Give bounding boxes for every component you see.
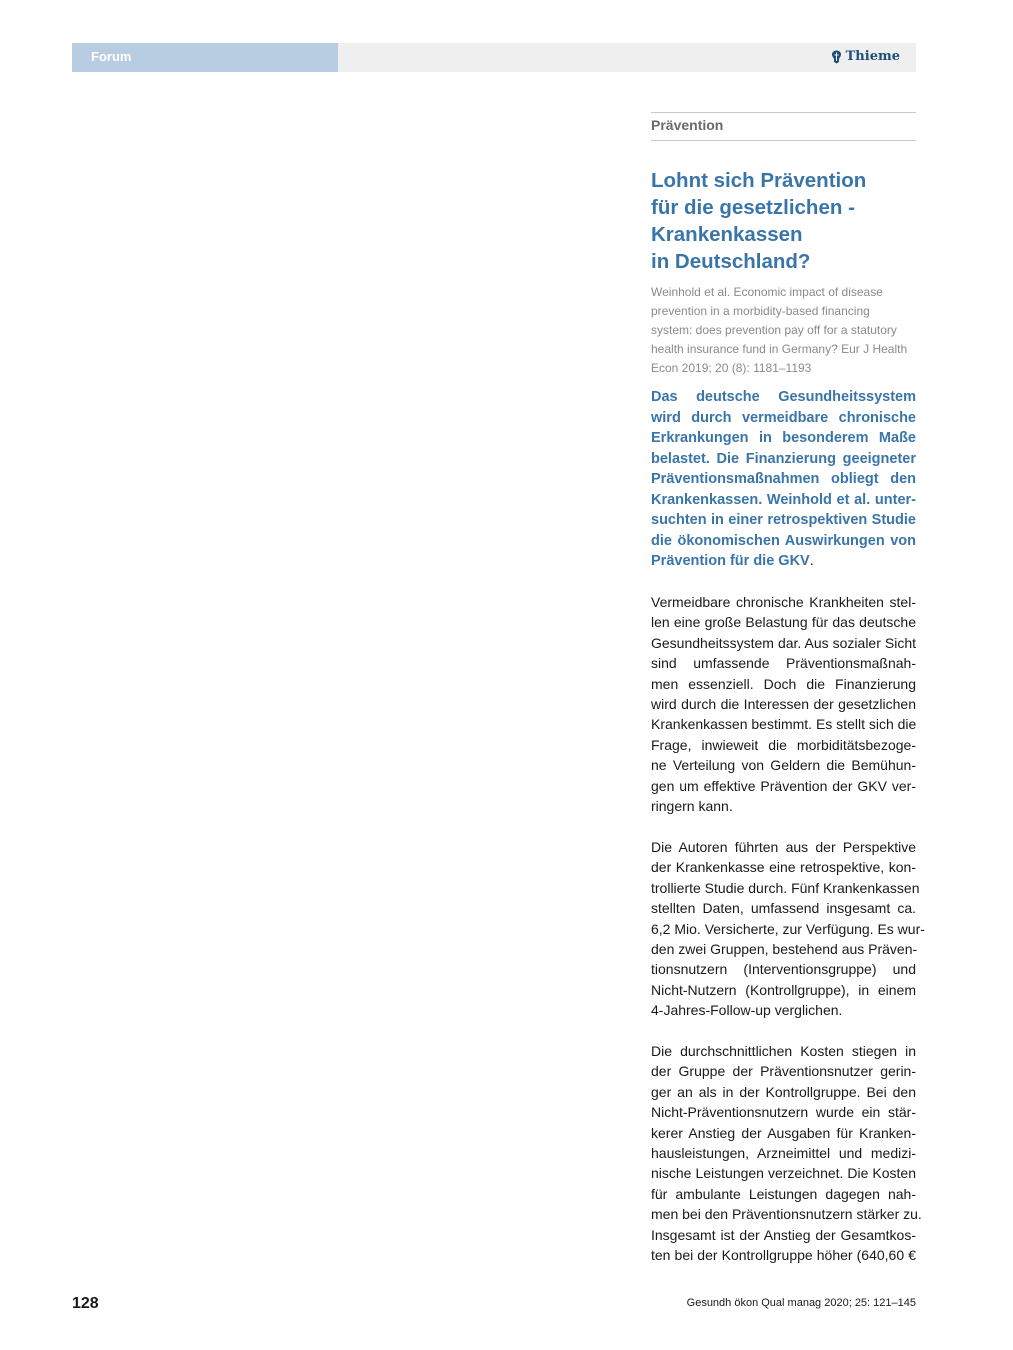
citation-line: Econ 2019; 20 (8): 1181–1193	[651, 361, 812, 375]
body-line: Die durchschnittlichen Kosten stiegen in	[651, 1043, 916, 1059]
citation-line: Weinhold et al. Economic impact of disease	[651, 285, 883, 299]
body-line: der Gruppe der Präventionsnutzer gerin-	[651, 1063, 916, 1080]
body-line: Frage, inwieweit die morbiditätsbezoge-	[651, 736, 916, 753]
body-line: Die Autoren führten aus der Perspektive	[651, 839, 916, 855]
thieme-logo-icon	[831, 50, 842, 64]
body-line: len eine große Belastung für das deutsche	[651, 614, 916, 631]
body-line: 4-Jahres-Follow-up verglichen.	[651, 1002, 843, 1019]
brand	[831, 49, 900, 64]
title-line: in Deutschland?	[651, 250, 811, 273]
article-citation	[651, 283, 916, 378]
lead-last-text: Prävention für die GKV	[651, 553, 810, 569]
body-line: trollierte Studie durch. Fünf Krankenkassen	[651, 879, 920, 896]
body-line: Krankenkassen bestimmt. Es stellt sich die	[651, 716, 917, 733]
body-line: Gesundheitssystem dar. Aus sozialer Sicht	[651, 634, 916, 651]
body-line: Insgesamt ist der Anstieg der Gesamtkos-	[651, 1226, 916, 1243]
title-line: für die gesetzlichen -	[651, 196, 855, 219]
article-title	[651, 167, 916, 275]
lead-line: Krankenkassen. Weinhold et al. unter-	[651, 491, 916, 508]
body-line: sind umfassende Präventionsmaßnah-	[651, 655, 916, 672]
header-section-bar	[72, 43, 338, 72]
body-line: ten bei der Kontrollgruppe höher (640,60 €	[651, 1247, 916, 1264]
body-line: ne Verteilung von Geldern die Bemühun-	[651, 757, 916, 774]
journal-reference: Gesundh ökon Qual manag 2020; 25: 121–145	[686, 1297, 916, 1309]
body-line: für ambulante Leistungen dagegen nah-	[651, 1185, 916, 1202]
body-paragraph-3	[651, 1041, 922, 1265]
body-line: Vermeidbare chronische Krankheiten stel-	[651, 594, 916, 610]
lead-line: Das deutsche Gesundheitssystem	[651, 389, 916, 405]
body-line: hausleistungen, Arzneimittel und medizi-	[651, 1145, 916, 1162]
body-line: tionsnutzern (Interventionsgruppe) und	[651, 961, 916, 978]
citation-line: system: does prevention pay off for a statutory	[651, 323, 897, 337]
body-line: gen um effektive Prävention der GKV ver-	[651, 777, 916, 794]
body-line: den zwei Gruppen, bestehend aus Präven-	[651, 941, 918, 958]
lead-line	[651, 551, 916, 572]
lead-end: .	[809, 553, 814, 569]
body-line: stellten Daten, umfassend insgesamt ca.	[651, 900, 916, 917]
lead-line: Präventionsmaßnahmen obliegt den	[651, 471, 916, 487]
brand-name: Thieme	[845, 49, 900, 64]
body-line: men essenziell. Doch die Finanzierung	[651, 675, 916, 692]
lead-line: belastet. Die Finanzierung geeigneter	[651, 450, 916, 467]
lead-paragraph	[651, 387, 916, 572]
body-line: Nicht-Nutzern (Kontrollgruppe), in einem	[651, 981, 916, 998]
body-line: kerer Anstieg der Ausgaben für Kranken-	[651, 1124, 916, 1141]
title-line: Lohnt sich Prävention	[651, 169, 867, 192]
article-category: Prävention	[651, 117, 724, 133]
body-line: der Krankenkasse eine retrospektive, kon-	[651, 859, 916, 876]
lead-line: wird durch vermeidbare chronische	[651, 409, 916, 426]
body-line: Nicht-Präventionsnutzern wurde ein stär-	[651, 1104, 916, 1121]
citation-line: prevention in a morbidity-based financing	[651, 304, 870, 318]
category-rule	[651, 140, 916, 141]
title-line: Krankenkassen	[651, 223, 803, 246]
lead-line: suchten in einer retrospektiven Studie	[651, 512, 916, 528]
page-number: 128	[72, 1295, 99, 1312]
body-line: ringern kann.	[651, 798, 733, 815]
body-line: ger an als in der Kontrollgruppe. Bei den	[651, 1083, 916, 1100]
body-paragraph-2	[651, 837, 925, 1021]
body-line: wird durch die Interessen der gesetzlichen	[651, 696, 916, 713]
body-line: men bei den Präventionsnutzern stärker zu.	[651, 1206, 922, 1223]
body-line: 6,2 Mio. Versicherte, zur Verfügung. Es wur-	[651, 920, 925, 937]
section-label: Forum	[91, 49, 132, 64]
top-rule	[651, 112, 916, 113]
body-paragraph-1	[651, 592, 916, 816]
body-line: nische Leistungen verzeichnet. Die Kosten	[651, 1165, 916, 1182]
lead-line: Erkrankungen in besonderem Maße	[651, 430, 916, 446]
citation-line: health insurance fund in Germany? Eur J Health	[651, 342, 908, 356]
header-brand-bar	[338, 43, 916, 72]
lead-line: die ökonomischen Auswirkungen von	[651, 532, 916, 549]
